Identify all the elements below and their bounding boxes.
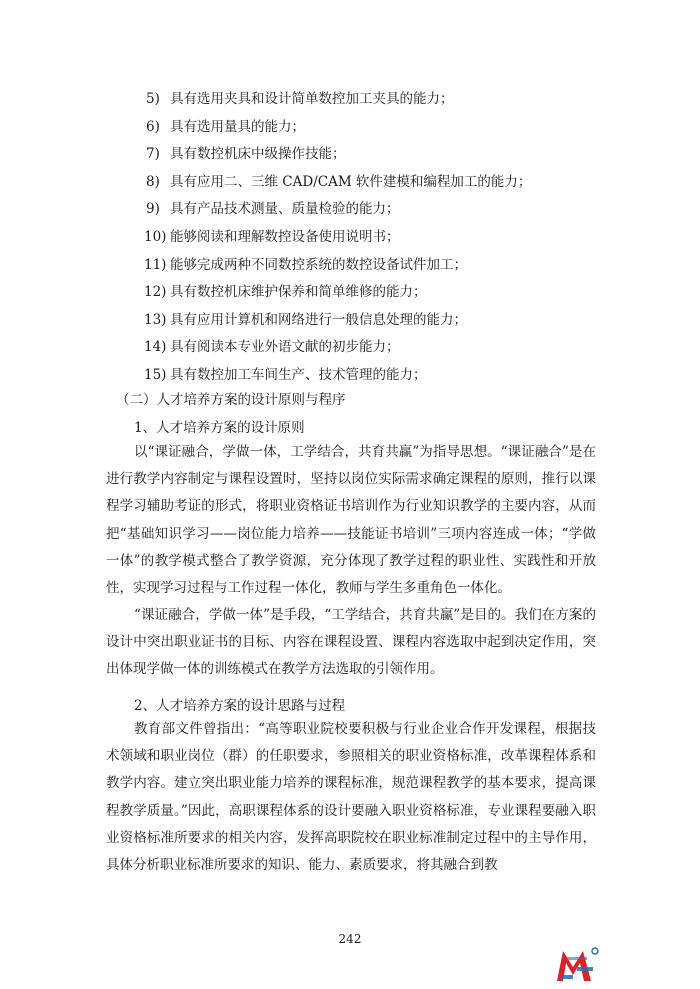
list-item-number: 13) [144, 311, 167, 328]
list-item-number: 5) [146, 91, 160, 107]
list-item-number: 14) [144, 339, 167, 356]
section-heading: （二）人才培养方案的设计原则与程序 [116, 392, 346, 408]
list-item-text: 具有数控机床维护保养和简单维修的能力； [170, 284, 427, 301]
list-item-text: 具有选用量具的能力； [170, 118, 305, 135]
list-item-number: 8) [146, 173, 160, 190]
list-item [146, 362, 531, 390]
list-item [146, 114, 531, 142]
list-item-text: 具有阅读本专业外语文献的初步能力； [170, 339, 400, 356]
list-item [146, 334, 531, 362]
list-item-number: 15) [144, 366, 167, 383]
list-item-text: 具有应用二、三维 CAD/CAM 软件建模和编程加工的能力； [170, 173, 532, 190]
list-item [146, 169, 531, 197]
list-item [146, 196, 531, 224]
subheading-design-principles: 1、人才培养方案的设计原则 [134, 420, 305, 436]
page-number: 242 [338, 932, 362, 946]
list-item [146, 86, 531, 114]
list-item-text: 具有应用计算机和网络进行一般信息处理的能力； [170, 311, 467, 328]
list-item [146, 224, 531, 252]
paragraph-process: 教育部文件曾指出：“高等职业院校要积极与行业企业合作开发课程，根据技术领域和职业岗位（群）的任职要求，参照相关的职业资格标准，改革课程体系和教学内容。建立突出职业能力培养的课程标准，规范课程教学的基本要求，提高课程教学质量。”因此，高职课程体系的设计要融入职业资格标准，专业课程要融入职业资格标准所要求的相关内容，发挥高职院校在职业标准制定过程中的主导作用，具体分析职业标准所要求的知识、能力、素质要求，将其融合到教 [106, 721, 596, 874]
list-item-text: 能够阅读和理解数控设备使用说明书； [170, 228, 400, 245]
list-item-number: 11) [144, 256, 167, 273]
list-item-text: 具有产品技术测量、质量检验的能力； [170, 201, 400, 218]
list-item-number: 9) [146, 201, 160, 218]
list-item-text: 能够完成两种不同数控系统的数控设备试件加工； [170, 256, 467, 273]
list-item-text: 具有数控加工车间生产、技术管理的能力； [170, 366, 427, 383]
list-item-number: 12) [144, 284, 167, 301]
list-item [146, 307, 531, 335]
list-item-number: 7) [146, 146, 160, 163]
list-item-text: 具有数控机床中级操作技能； [170, 146, 346, 163]
publisher-logo-icon [553, 945, 601, 985]
list-item [146, 252, 531, 280]
list-item-number: 10) [144, 228, 167, 245]
list-item [146, 279, 531, 307]
paragraph-principles: 以“课证融合，学做一体，工学结合，共育共赢”为指导思想。“课证融合”是在进行教学内容制定与课程设置时，坚持以岗位实际需求确定课程的原则，推行以课程学习辅助考证的形式，将职业资格证书培训作为行业知识教学的主要内容，从而把“基础知识学习——岗位能力培养——技能证书培训”三项内容连成一体；“学做一体”的教学模式整合了教学资源，充分体现了教学过程的职业性、实践性和开放性，实现学习过程与工作过程一体化，教师与学生多重角色一体化。 [106, 444, 596, 597]
subheading-design-process: 2、人才培养方案的设计思路与过程 [134, 698, 346, 714]
list-item-text: 具有选用夹具和设计简单数控加工夹具的能力； [170, 91, 454, 107]
paragraph-means-and-goals: “课证融合，学做一体”是手段，“工学结合，共育共赢”是目的。我们在方案的设计中突出职业证书的目标、内容在课程设置、课程内容选取中起到决定作用，突出体现学做一体的训练模式在教学方法选取的引领作用。 [106, 607, 596, 678]
ability-list [146, 86, 531, 390]
list-item [146, 141, 531, 169]
list-item-number: 6) [146, 118, 160, 135]
